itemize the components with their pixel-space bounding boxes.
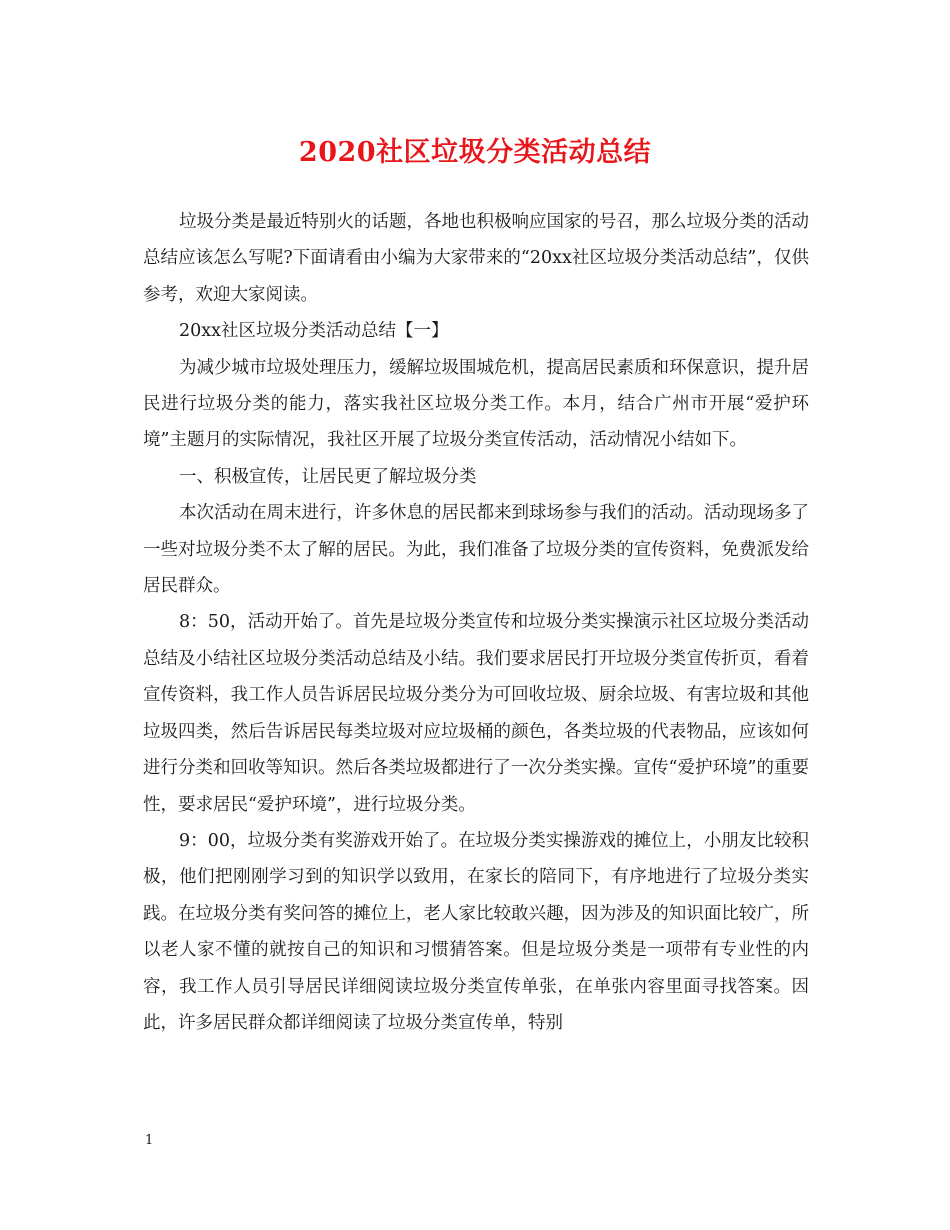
- page-number: 1: [145, 1133, 154, 1148]
- body-paragraph: 8：50，活动开始了。首先是垃圾分类宣传和垃圾分类实操演示社区垃圾分类活动总结及小结社区垃圾分类活动总结及小结。我们要求居民打开垃圾分类宣传折页，看着宣传资料，我工作人员告诉居民垃圾分类分为可回收垃圾、厨余垃圾、有害垃圾和其他垃圾四类，然后告诉居民每类垃圾对应垃圾桶的颜色，各类垃圾的代表物品，应该如何进行分类和回收等知识。然后各类垃圾都进行了一次分类实操。宣传“爱护环境”的重要性，要求居民“爱护环境”，进行垃圾分类。: [143, 612, 809, 815]
- body-paragraph: 本次活动在周末进行，许多休息的居民都来到球场参与我们的活动。活动现场多了一些对垃圾分类不太了解的居民。为此，我们准备了垃圾分类的宣传资料，免费派发给居民群众。: [143, 503, 809, 597]
- body-paragraph: 为减少城市垃圾处理压力，缓解垃圾围城危机，提高居民素质和环保意识，提升居民进行垃圾分类的能力，落实我社区垃圾分类工作。本月，结合广州市开展“爱护环境”主题月的实际情况，我社区开展了垃圾分类宣传活动，活动情况小结如下。: [143, 357, 809, 451]
- document-body: [143, 204, 809, 1041]
- subsection-heading: 一、积极宣传，让居民更了解垃圾分类: [179, 466, 477, 487]
- document-title: 2020社区垃圾分类活动总结: [298, 137, 652, 168]
- body-paragraph: 9：00，垃圾分类有奖游戏开始了。在垃圾分类实操游戏的摊位上，小朋友比较积极，他们把刚刚学习到的知识学以致用，在家长的陪同下，有序地进行了垃圾分类实践。在垃圾分类有奖问答的摊位上，老人家比较敢兴趣，因为涉及的知识面比较广，所以老人家不懂的就按自己的知识和习惯猜答案。但是垃圾分类是一项带有专业性的内容，我工作人员引导居民详细阅读垃圾分类宣传单张，在单张内容里面寻找答案。因此，许多居民群众都详细阅读了垃圾分类宣传单，特别: [143, 830, 809, 1033]
- intro-paragraph: 垃圾分类是最近特别火的话题，各地也积极响应国家的号召，那么垃圾分类的活动总结应该怎么写呢?下面请看由小编为大家带来的“20xx社区垃圾分类活动总结”，仅供参考，欢迎大家阅读。: [143, 212, 809, 305]
- section-heading: 20xx社区垃圾分类活动总结【一】: [179, 321, 449, 342]
